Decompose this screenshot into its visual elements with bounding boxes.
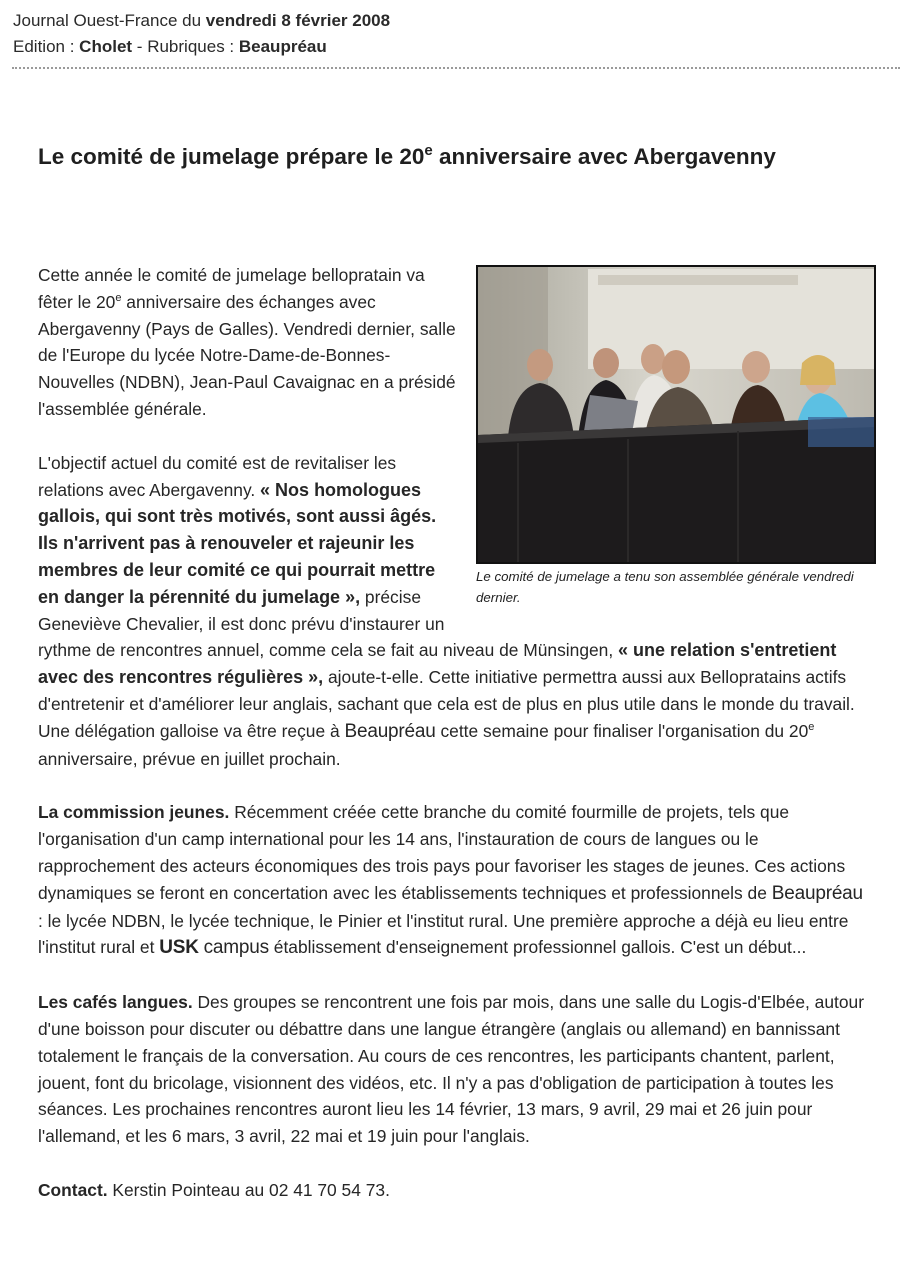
photo-figure xyxy=(476,265,876,608)
p4-text: Des groupes se rencontrent une fois par mois, dans une salle du Logis-d'Elbée, autour d'une boisson pour discuter ou débattre dans une langue étrangère (anglais ou allemand) en bannissant totalement le français de la conversation. Au cours de ces rencontres, les participants chantent, parlent, jouent, font du bricolage, visionnent des vidéos, etc. Il n'y a pas d'obligation de participation à toutes les séances. Les prochaines rencontres auront lieu les 14 février, 13 mars, 9 avril, 29 mai et 26 juin pour l'allemand, et les 6 mars, 3 avril, 22 mai et 19 juin pour l'anglais. xyxy=(38,992,864,1147)
article-title xyxy=(38,140,858,173)
dotted-divider xyxy=(12,67,900,69)
p2-text-e: anniversaire, prévue en juillet prochain. xyxy=(38,748,341,769)
title-text-1: Le comité de jumelage prépare le 20 xyxy=(38,144,425,169)
title-text-2: anniversaire avec Abergavenny xyxy=(432,144,776,169)
contact-text: Kerstin Pointeau au 02 41 70 54 73. xyxy=(107,1179,390,1200)
meeting-photo-image xyxy=(478,267,874,562)
contact-heading: Contact. xyxy=(38,1179,108,1200)
place-beaupreau: Beaupréau xyxy=(344,720,436,742)
campus-name: campus xyxy=(203,937,269,959)
p1-text-b: anniversaire des échanges avec Abergavenny (Pays de Galles). Vendredi dernier, salle de l'Europe du lycée Notre-Dame-de-Bonnes-Nouvelles (NDBN), Jean-Paul Cavaignac en a présidé l'assemblée générale. xyxy=(38,291,456,419)
p3-text-c: établissement d'enseignement professionnel gallois. C'est un début... xyxy=(268,937,807,958)
edition-line xyxy=(13,34,900,60)
quote-relation: « une relation s'entretient avec des rencontres régulières », xyxy=(38,640,837,688)
edition-value: Cholet xyxy=(79,37,133,56)
p2-text-a: L'objectif actuel du comité est de revitaliser les relations avec Abergavenny. xyxy=(38,452,397,500)
journal-prefix: Journal Ouest-France du xyxy=(13,11,202,30)
paragraph-cafes-langues xyxy=(38,989,868,1150)
journal-line xyxy=(13,8,900,34)
meeting-photo xyxy=(476,265,876,564)
usk-name: USK xyxy=(159,937,199,959)
rubriques-label: Rubriques : xyxy=(147,37,235,56)
commission-jeunes-heading: La commission jeunes. xyxy=(38,802,230,823)
p3-text-b: : le lycée NDBN, le lycée technique, le Pinier et l'institut rural. Une première approche a déjà eu lieu entre l'institut rural et xyxy=(38,910,849,958)
p1-superscript: e xyxy=(115,291,122,304)
rubriques-value: Beaupréau xyxy=(238,37,327,56)
p2-superscript: e xyxy=(808,720,815,733)
publication-header xyxy=(13,8,900,60)
p3-text-a: Récemment créée cette branche du comité fourmille de projets, tels que l'organisation d'un camp international pour les 14 ans, l'instauration de cours de langues ou le rapprochement des acteurs économiques des trois pays pour favoriser les stages de jeunes. Ces actions dynamiques se feront en concertation avec les établissements techniques et professionnels de xyxy=(38,802,846,903)
paragraph-contact xyxy=(38,1177,868,1204)
edition-label: Edition : xyxy=(13,37,75,56)
p2-text-d: cette semaine pour finaliser l'organisation du 20 xyxy=(435,720,809,741)
p2-text-c: ajoute-t-elle. Cette initiative permettra aussi aux Bellopratains actifs d'entretenir et d'améliorer leur anglais, sachant que cela est de plus en plus utile dans le monde du travail. Une délégation galloise va être reçue à xyxy=(38,667,855,741)
publication-date: vendredi 8 février 2008 xyxy=(205,11,391,30)
title-superscript: e xyxy=(424,142,433,159)
header-separator: - xyxy=(136,37,143,56)
p2-text-b: précise Geneviève Chevalier, il est donc prévu d'instaurer un rythme de rencontres annuel, comme cela se fait au niveau de Münsingen, xyxy=(38,586,614,661)
article-body xyxy=(38,262,868,1231)
place-beaupreau-2: Beaupréau xyxy=(771,882,863,904)
photo-caption: Le comité de jumelage a tenu son assemblée générale vendredi dernier. xyxy=(476,569,854,605)
p1-text-a: Cette année le comité de jumelage bellopratain va fêter le 20 xyxy=(38,265,425,312)
paragraph-commission-jeunes xyxy=(38,799,868,962)
cafes-langues-heading: Les cafés langues. xyxy=(38,992,193,1013)
quote-gallois: « Nos homologues gallois, qui sont très motivés, sont aussi âgés. Ils n'arrivent pas à renouveler et rajeunir les membres de leur comité ce qui pourrait mettre en danger la pérennité du jumelage », xyxy=(38,479,437,607)
